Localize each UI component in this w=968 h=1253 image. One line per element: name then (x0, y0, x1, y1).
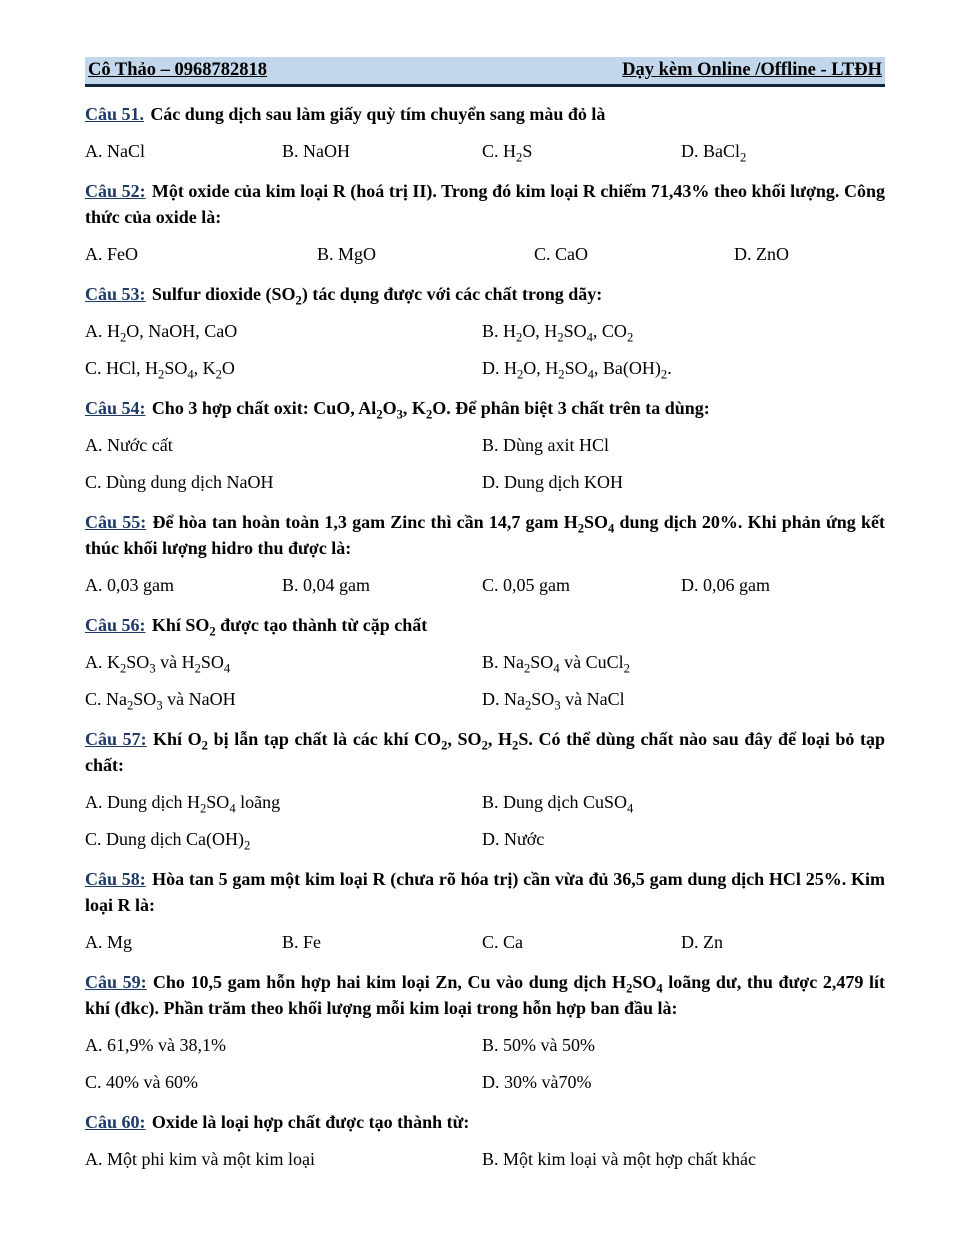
answer-option: B. $Na_2SO_4$ và CuCl$_2$ (482, 652, 630, 676)
header-right-text: Dạy kèm Online /Offline - LTĐH (622, 60, 882, 80)
question-block (85, 509, 885, 598)
answer-option: A. Dung dịch $H_2SO_4$ loãng (85, 792, 281, 816)
question-text: Cho 10,5 gam hỗn hợp hai kim loại Zn, Cu vào dung dịch $H_2SO_4$ loãng dư, thu được 2,479 lít khí (đkc). Phần trăm theo khối lượng mỗi kim loại trong hỗn hợp ban đầu là: (85, 972, 885, 1018)
options-row (85, 469, 885, 495)
question-text: Các dung dịch sau làm giấy quỳ tím chuyển sang màu đỏ là (150, 104, 606, 124)
answer-option: D. BaCl$_2$ (681, 141, 747, 165)
answer-option: A. Nước cất (85, 435, 173, 455)
answer-option: C. HCl, $H_2SO_4$, $K_2O$ (85, 358, 235, 382)
answer-option: B. 50% và 50% (482, 1035, 595, 1055)
answer-option: A. 0,03 gam (85, 575, 174, 595)
header-bar (85, 57, 885, 87)
options-row (85, 826, 885, 852)
question-label: Câu 54: (85, 398, 146, 418)
answer-option: C. 40% và 60% (85, 1072, 198, 1092)
options-row (85, 318, 885, 344)
answer-option: B. NaOH (282, 141, 350, 161)
question-label: Câu 59: (85, 972, 147, 992)
question-block (85, 395, 885, 495)
answer-option: C. $Na_2SO_3$ và NaOH (85, 689, 236, 713)
options-row (85, 1069, 885, 1095)
answer-option: A. $K_2SO_3$ và $H_2SO_4$ (85, 652, 231, 676)
question-label: Câu 55: (85, 512, 147, 532)
answer-option: D. ZnO (734, 244, 789, 264)
question-label: Câu 58: (85, 869, 146, 889)
question-text: Cho 3 hợp chất oxit: CuO, $Al_2O_3$, $K_2O$. Để phân biệt 3 chất trên ta dùng: (151, 398, 710, 422)
question-label: Câu 51. (85, 104, 145, 124)
answer-option: C. 0,05 gam (482, 575, 570, 595)
question-stem (85, 178, 885, 230)
answer-option: D. $H_2O$, $H_2SO_4$, $Ba(OH)_2$. (482, 358, 672, 382)
question-text: Để hòa tan hoàn toàn 1,3 gam Zinc thì cần 14,7 gam $H_2SO_4$ dung dịch 20%. Khi phản ứng kết thúc khối lượng hidro thu được là: (85, 512, 885, 558)
answer-option: C. $H_2S$ (482, 141, 533, 165)
options-row (85, 686, 885, 712)
answer-option: A. 61,9% và 38,1% (85, 1035, 226, 1055)
answer-option: C. Dùng dung dịch NaOH (85, 472, 274, 492)
question-block (85, 969, 885, 1095)
answer-option: B. Dung dịch CuSO$_4$ (482, 792, 634, 816)
answer-option: C. Ca (482, 932, 524, 952)
answer-option: A. NaCl (85, 141, 145, 161)
options-row (85, 1146, 885, 1172)
answer-option: C. Dung dịch $Ca(OH)_2$ (85, 829, 251, 853)
question-stem (85, 866, 885, 918)
options-row (85, 789, 885, 815)
answer-option: A. FeO (85, 244, 138, 264)
question-label: Câu 53: (85, 284, 146, 304)
answer-option: D. 0,06 gam (681, 575, 770, 595)
question-stem (85, 395, 885, 421)
options-row (85, 241, 885, 267)
question-block (85, 866, 885, 955)
question-block (85, 726, 885, 852)
question-text: Khí $SO_2$ được tạo thành từ cặp chất (151, 615, 428, 639)
answer-option: D. $Na_2SO_3$ và NaCl (482, 689, 625, 713)
answer-option: D. Dung dịch KOH (482, 472, 623, 492)
question-text: Một oxide của kim loại R (hoá trị II). Trong đó kim loại R chiếm 71,43% theo khối lượng. Công thức của oxide là: (85, 181, 885, 227)
options-row (85, 355, 885, 381)
answer-option: C. CaO (534, 244, 588, 264)
question-stem (85, 101, 885, 127)
question-text: Hòa tan 5 gam một kim loại R (chưa rõ hóa trị) cần vừa đủ 36,5 gam dung dịch HCl 25%. Kim loại R là: (85, 869, 885, 915)
header-left-text: Cô Thảo – 0968782818 (88, 60, 268, 80)
question-text: Khí $O_2$ bị lẫn tạp chất là các khí $CO_2$, $SO_2$, $H_2S$. Có thể dùng chất nào sau đây để loại bỏ tạp chất: (85, 729, 886, 775)
question-block (85, 101, 885, 164)
options-row (85, 649, 885, 675)
answer-option: B. MgO (317, 244, 377, 264)
options-row (85, 432, 885, 458)
answer-option: B. $H_2O$, $H_2SO_4$, $CO_2$ (482, 321, 634, 345)
answer-option: A. Mg (85, 932, 133, 952)
question-text: Oxide là loại hợp chất được tạo thành từ: (151, 1112, 470, 1132)
question-stem (85, 509, 885, 561)
answer-option: D. 30% và70% (482, 1072, 592, 1092)
options-row (85, 929, 885, 955)
question-label: Câu 57: (85, 729, 147, 749)
question-text: Sulfur dioxide $(SO_2)$ tác dụng được với các chất trong dãy: (151, 284, 603, 308)
answer-option: D. Nước (482, 829, 545, 849)
question-block (85, 612, 885, 712)
question-label: Câu 56: (85, 615, 146, 635)
options-row (85, 138, 885, 164)
answer-option: B. Fe (282, 932, 322, 952)
question-label: Câu 52: (85, 181, 146, 201)
question-stem (85, 281, 885, 307)
answer-option: B. Một kim loại và một hợp chất khác (482, 1149, 756, 1169)
question-stem (85, 1109, 885, 1135)
answer-option: B. 0,04 gam (282, 575, 370, 595)
question-block (85, 281, 885, 381)
answer-option: A. Một phi kim và một kim loại (85, 1149, 315, 1169)
options-row (85, 572, 885, 598)
answer-option: D. Zn (681, 932, 723, 952)
question-label: Câu 60: (85, 1112, 146, 1132)
question-block (85, 178, 885, 267)
options-row (85, 1032, 885, 1058)
answer-option: B. Dùng axit HCl (482, 435, 610, 455)
answer-option: A. $H_2O$, NaOH, CaO (85, 321, 238, 345)
question-block (85, 1109, 885, 1172)
question-stem (85, 969, 885, 1021)
question-stem (85, 726, 885, 778)
question-list (85, 101, 885, 1172)
question-stem (85, 612, 885, 638)
